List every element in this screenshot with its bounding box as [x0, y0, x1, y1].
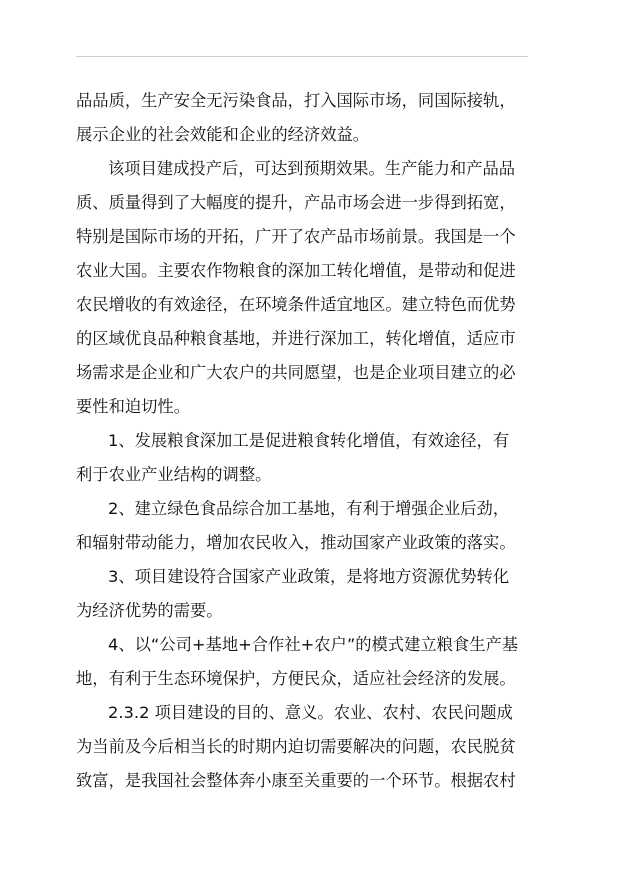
body-text [76, 84, 528, 798]
text-line: 2.3.2 项目建设的目的、意义。农业、农村、农民问题成 [108, 703, 513, 722]
text-line: 为经济优势的需要。 [76, 601, 223, 620]
text-line: 该项目建成投产后，可达到预期效果。生产能力和产品品 [108, 159, 516, 178]
text-line: 致富，是我国社会整体奔小康至关重要的一个环节。根据农村 [76, 771, 516, 790]
text-line: 展示企业的社会效能和企业的经济效益。 [76, 125, 370, 144]
text-line: 2、建立绿色食品综合加工基地，有利于增强企业后劲， [108, 499, 510, 518]
text-line: 的区域优良品种粮食基地，并进行深加工，转化增值，适应市 [76, 329, 516, 348]
text-line: 质、质量得到了大幅度的提升，产品市场会进一步得到拓宽， [76, 193, 516, 212]
text-line: 3、项目建设符合国家产业政策，是将地方资源优势转化 [108, 567, 510, 586]
header-divider [76, 56, 528, 57]
text-line: 地，有利于生态环境保护，方便民众，适应社会经济的发展。 [76, 669, 516, 688]
text-line: 品品质，生产安全无污染食品，打入国际市场，同国际接轨， [76, 91, 516, 110]
text-line: 利于农业产业结构的调整。 [76, 465, 272, 484]
text-line: 4、以“公司+基地+合作社+农户”的模式建立粮食生产基 [108, 635, 519, 654]
text-line: 1、发展粮食深加工是促进粮食转化增值，有效途径，有 [108, 431, 510, 450]
text-line: 农业大国。主要农作物粮食的深加工转化增值，是带动和促进 [76, 261, 516, 280]
text-line: 和辐射带动能力，增加农民收入，推动国家产业政策的落实。 [76, 533, 516, 552]
text-line: 农民增收的有效途径，在环境条件适宜地区。建立特色而优势 [76, 295, 516, 314]
text-line: 要性和迫切性。 [76, 397, 190, 416]
text-line: 为当前及今后相当长的时期内迫切需要解决的问题，农民脱贫 [76, 737, 516, 756]
text-line: 特别是国际市场的开拓，广开了农产品市场前景。我国是一个 [76, 227, 516, 246]
text-line: 场需求是企业和广大农户的共同愿望，也是企业项目建立的必 [76, 363, 516, 382]
